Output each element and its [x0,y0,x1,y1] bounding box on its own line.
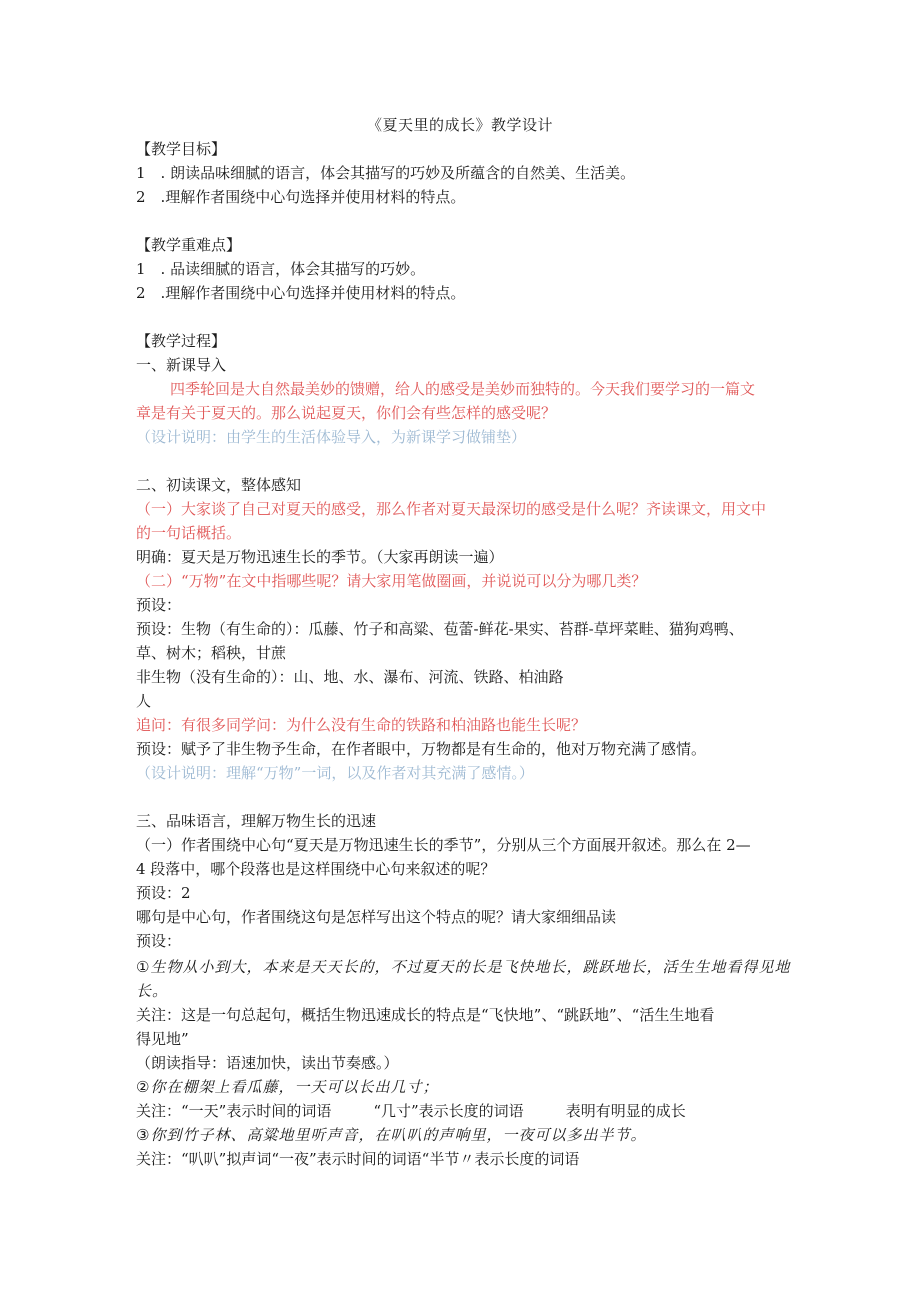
design-note: （设计说明：理解“万物”一词，以及作者对其充满了感情。） [136,764,534,782]
section-heading-objectives: 【教学目标】 [136,140,227,158]
objective-item: 2 .理解作者围绕中心句选择并使用材料的特点。 [136,188,466,206]
answer-line: 明确：夏天是万物迅速生长的季节。（大家再朗读一遍） [136,548,504,566]
follow-up-question: 追问：有很多同学问：为什么没有生命的铁路和柏油路也能生长呢？ [136,716,587,734]
reading-guide: （朗读指导：语速加快，读出节奏感。） [136,1054,399,1072]
document-title: 《夏天里的成长》教学设计 [366,116,553,134]
quote-line: ①生物从小到大，本来是天天长的，不过夏天的长是飞快地长，跳跃地长，活生生地看得见地 [136,958,791,976]
preset-line: 预设：生物（有生命的）：瓜藤、竹子和高粱、苞蕾-鲜花-果实、苔群-草坪菜畦、猫狗鸡鸭、 [136,620,744,638]
note-segment: 关注：“一天”表示时间的词语 [136,1102,332,1120]
preset-line: 人 [136,692,152,710]
preset-line: 预设：赋予了非生物予生命，在作者眼中，万物都是有生命的，他对万物充满了感情。 [136,740,707,758]
note-line: 关注：这是一句总起句，概括生物迅速成长的特点是“飞快地”、“跳跃地”、“活生生地看 [136,1006,715,1024]
step-heading: 一、新课导入 [136,356,227,374]
paragraph-line: 哪句是中心句，作者围绕这句是怎样写出这个特点的呢？请大家细细品读 [136,908,617,926]
design-note: （设计说明：由学生的生活体验导入，为新课学习做铺垫） [136,428,527,446]
preset-line: 预设： [136,596,182,614]
preset-line: 草、树木；稻秧，甘蔗 [136,644,287,662]
note-line: 得见地” [136,1030,189,1048]
preset-line: 预设：2 [136,884,191,902]
question-line: （一）大家谈了自己对夏天的感受，那么作者对夏天最深切的感受是什么呢？齐读课文，用文中 [136,500,767,518]
key-point-item: 1 . 品读细腻的语言，体会其描写的巧妙。 [136,260,426,278]
question-line: 的一句话概括。 [136,524,242,542]
preset-line: 预设： [136,932,182,950]
objective-item: 1 . 朗读品味细腻的语言，体会其描写的巧妙及所蕴含的自然美、生活美。 [136,164,636,182]
preset-line: 非生物（没有生命的）：山、地、水、瀑布、河流、铁路、柏油路 [136,668,564,686]
quote-line: ②你在棚架上看瓜藤，一天可以长出几寸； [136,1078,439,1096]
note-segment: “几寸”表示长度的词语 [373,1102,524,1120]
note-line: 关注：“叭叭”拟声词“一夜”表示时间的词语“半节〃表示长度的词语 [136,1150,580,1168]
section-heading-process: 【教学过程】 [136,332,227,350]
quote-line: 长。 [136,982,169,1000]
step-heading: 三、品味语言，理解万物生长的迅速 [136,812,377,830]
note-segment: 表明有明显的成长 [565,1102,686,1120]
key-point-item: 2 .理解作者围绕中心句选择并使用材料的特点。 [136,284,466,302]
quote-line: ③你到竹子林、高粱地里听声音，在叭叭的声响里，一夜可以多出半节。 [136,1126,647,1144]
note-line [136,1099,796,1123]
paragraph-line: 4 段落中，哪个段落也是这样围绕中心句来叙述的呢？ [136,860,496,878]
paragraph-line: 章是有关于夏天的。那么说起夏天，你们会有些怎样的感受呢？ [136,404,557,422]
question-line: （二）“万物”在文中指哪些呢？请大家用笔做圈画，并说说可以分为哪几类？ [136,572,647,590]
paragraph-line: 四季轮回是大自然最美妙的馈赠，给人的感受是美妙而独特的。今天我们要学习的一篇文 [170,380,756,398]
step-heading: 二、初读课文，整体感知 [136,476,302,494]
paragraph-line: （一）作者围绕中心句“夏天是万物迅速生长的季节”，分别从三个方面展开叙述。那么在 2— [136,836,751,854]
section-heading-key-points: 【教学重难点】 [136,236,242,254]
